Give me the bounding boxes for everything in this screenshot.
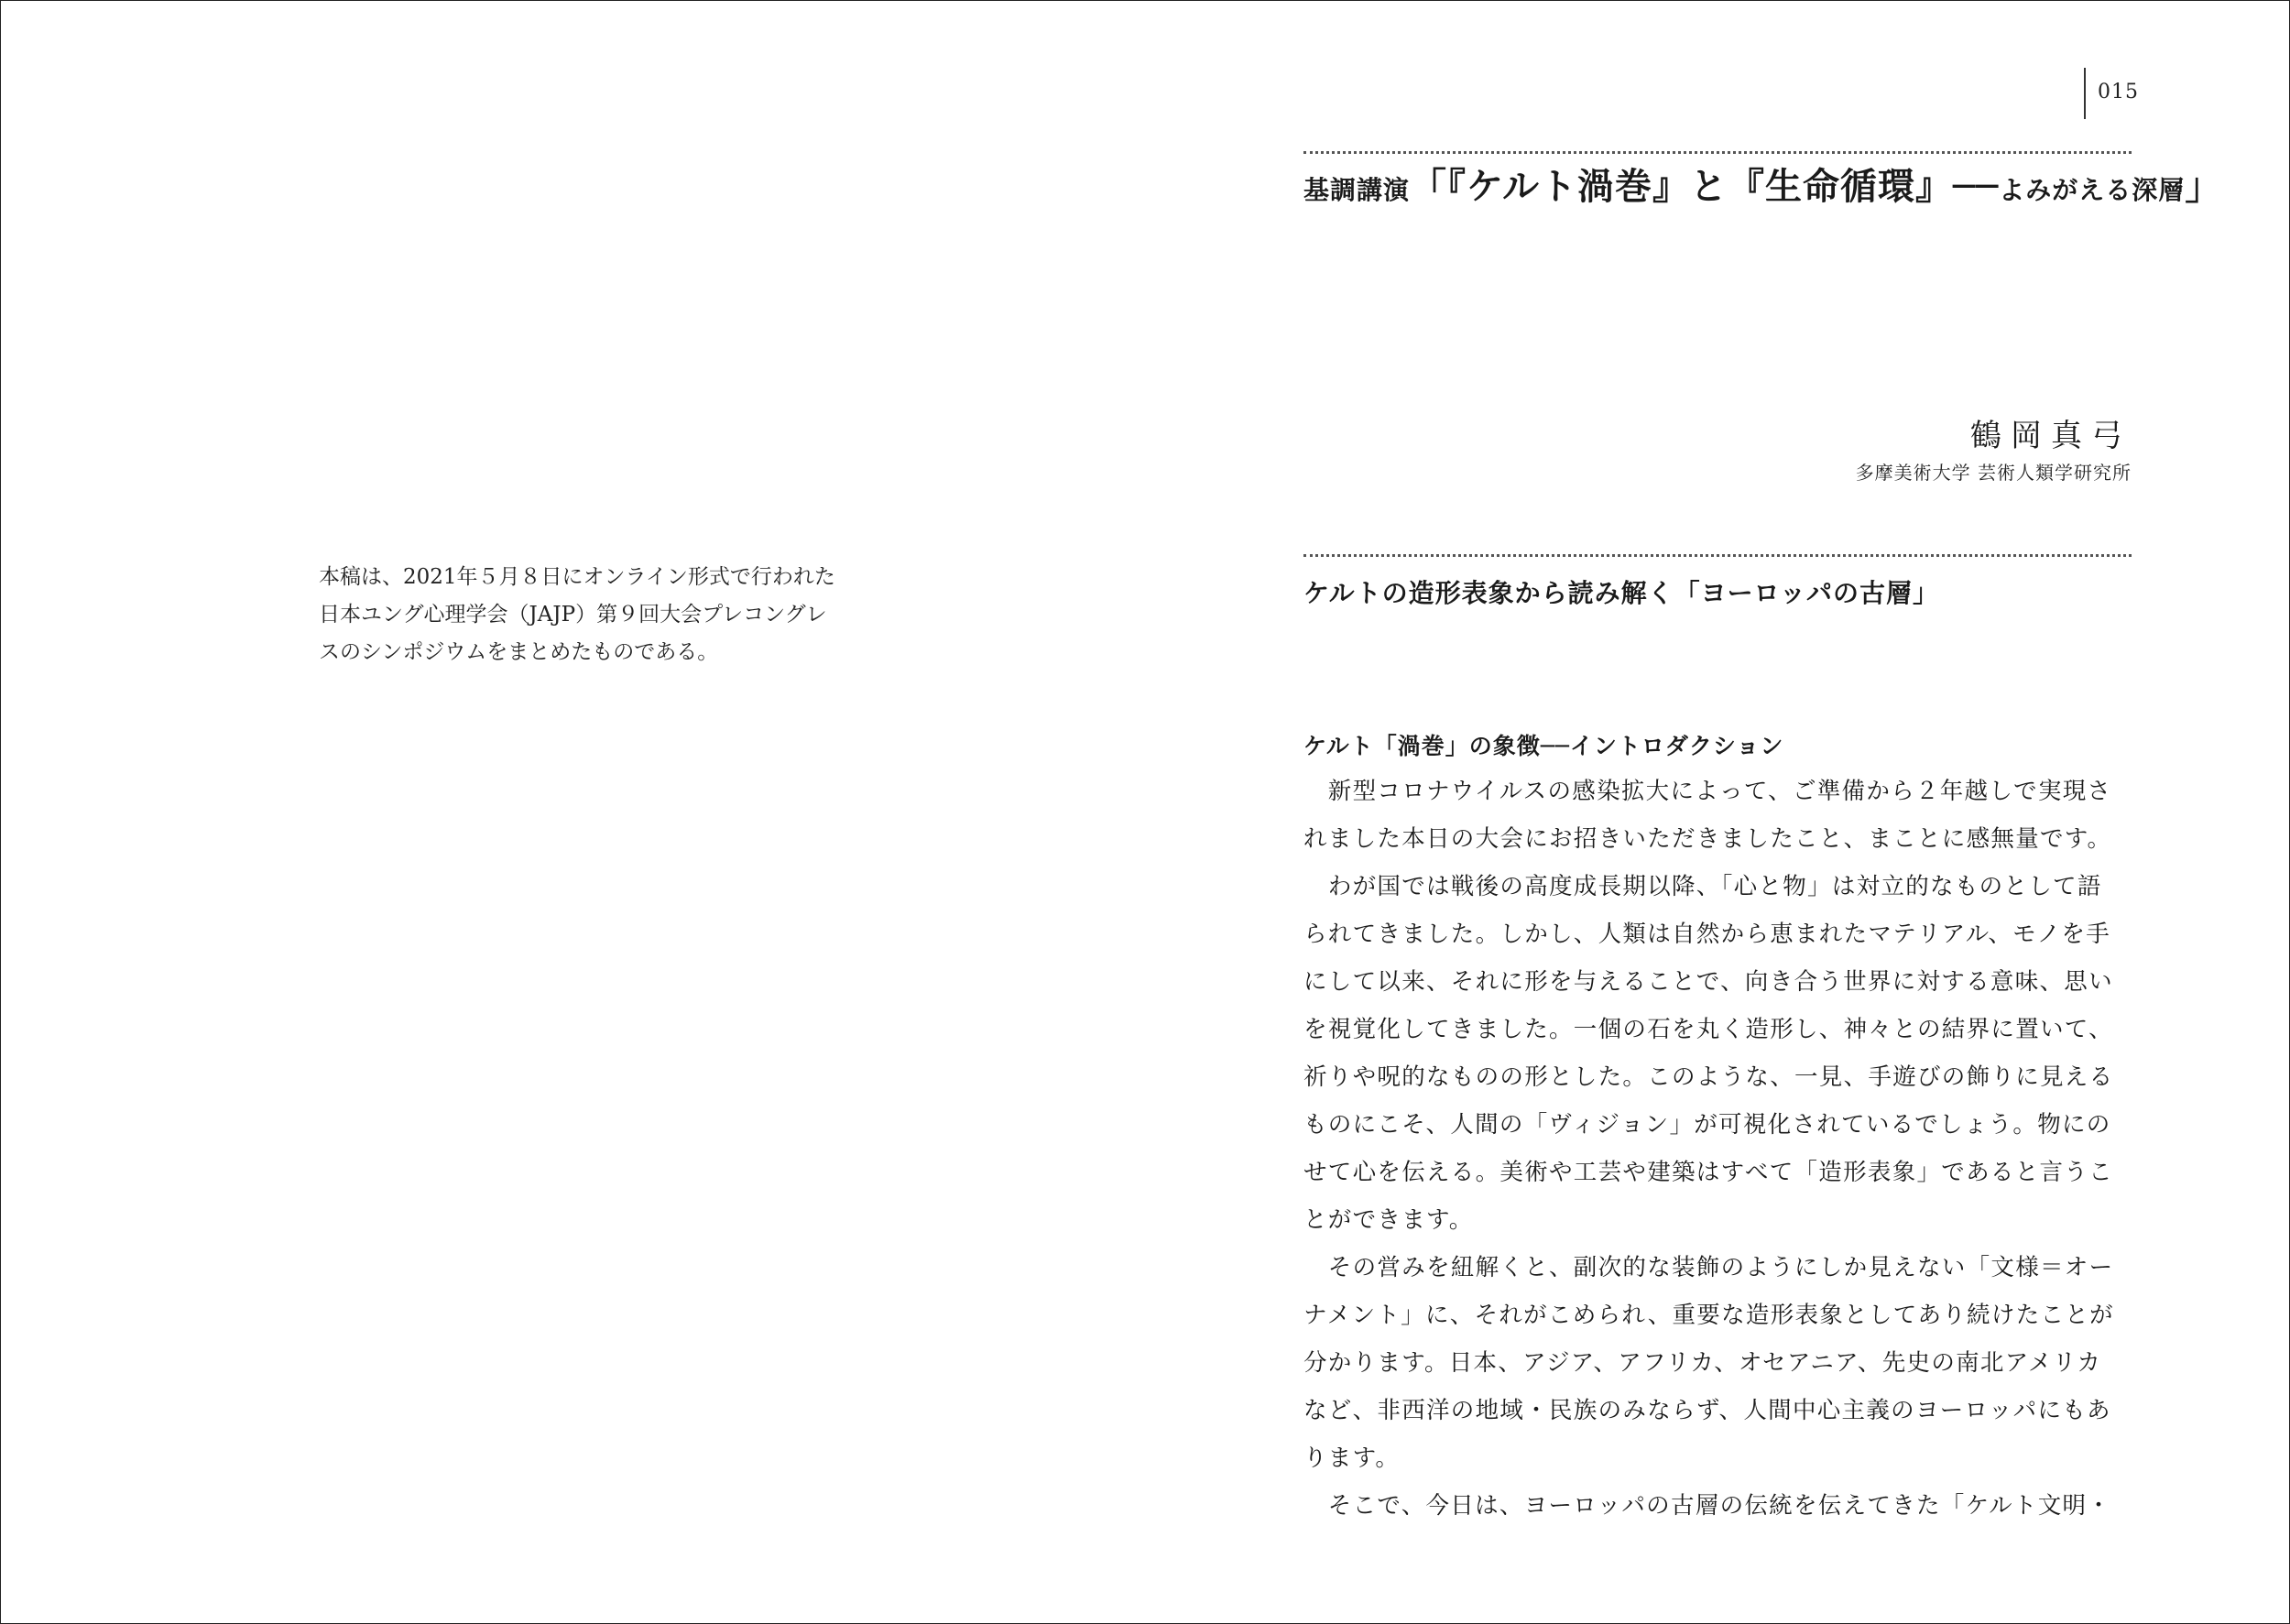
title-suffix: よみがえる深層 (1999, 175, 2186, 205)
folio-rule (2084, 68, 2086, 119)
body-text (1303, 768, 2132, 1530)
body-line: 祈りや呪的なものの形とした。このような、一見、手遊びの飾りに見える (1303, 1063, 2114, 1091)
body-line: にして以来、それに形を与えることで、向き合う世界に対する意味、思い (1303, 968, 2113, 996)
body-line: など、非西洋の地域・民族のみならず、人間中心主義のヨーロッパにもあ (1303, 1397, 2111, 1424)
section-heading: ケルトの造形表象から読み解く「ヨーロッパの古層」 (1303, 578, 1940, 608)
note-line: 日本ユング心理学会（JAJP）第９回大会プレコングレ (319, 603, 827, 627)
body-line: せて心を伝える。美術や工芸や建築はすべて「造形表象」であると言うこ (1303, 1159, 2113, 1186)
body-line: を視覚化してきました。一個の石を丸く造形し、神々との結界に置いて、 (1303, 1016, 2113, 1043)
body-line: ります。 (1303, 1444, 1401, 1472)
editorial-note (319, 559, 868, 671)
title-main: 『ケルト渦巻』と『生命循環』── (1447, 165, 2000, 208)
article-title (1303, 163, 2223, 214)
body-line: ナメント」に、それがこめられ、重要な造形表象としてあり続けたことが (1303, 1302, 2114, 1329)
title-prefix: 基調講演 (1303, 175, 1411, 205)
note-line: 本稿は、2021年５月８日にオンライン形式で行われた (319, 565, 835, 589)
title-dotted-rule (1303, 151, 2132, 154)
body-line: 分かります。日本、アジア、アフリカ、オセアニア、先史の南北アメリカ (1303, 1349, 2102, 1377)
note-line: スのシンポジウムをまとめたものである。 (319, 640, 719, 664)
body-line: られてきました。しかし、人類は自然から恵まれたマテリアル、モノを手 (1303, 921, 2111, 948)
body-line: そこで、今日は、ヨーロッパの古層の伝統を伝えてきた「ケルト文明・ (1303, 1492, 2112, 1520)
body-line: 新型コロナウイルスの感染拡大によって、ご準備から２年越しで実現さ (1303, 778, 2112, 805)
body-line: とができます。 (1303, 1206, 1474, 1234)
body-line: れました本日の大会にお招きいただきましたこと、まことに感無量です。 (1303, 825, 2112, 853)
section-dotted-rule (1303, 554, 2132, 557)
title-open-quote: 「 (1410, 165, 1448, 208)
author-name: 鶴岡真弓 (1970, 418, 2132, 454)
right-page (1145, 0, 2290, 1624)
body-line: わが国では戦後の高度成長期以降、「心と物」は対立的なものとして語 (1303, 873, 2102, 900)
sub-heading: ケルト「渦巻」の象徴──イントロダクション (1303, 733, 1784, 759)
body-line: その営みを紐解くと、副次的な装飾のようにしか見えない「文様＝オー (1303, 1254, 2114, 1281)
body-line: ものにこそ、人間の「ヴィジョン」が可視化されているでしょう。物にの (1303, 1111, 2111, 1139)
title-close-quote: 」 (2185, 165, 2223, 208)
page-number: 015 (2098, 81, 2139, 104)
author-affiliation: 多摩美術大学 芸術人類学研究所 (1855, 462, 2132, 484)
